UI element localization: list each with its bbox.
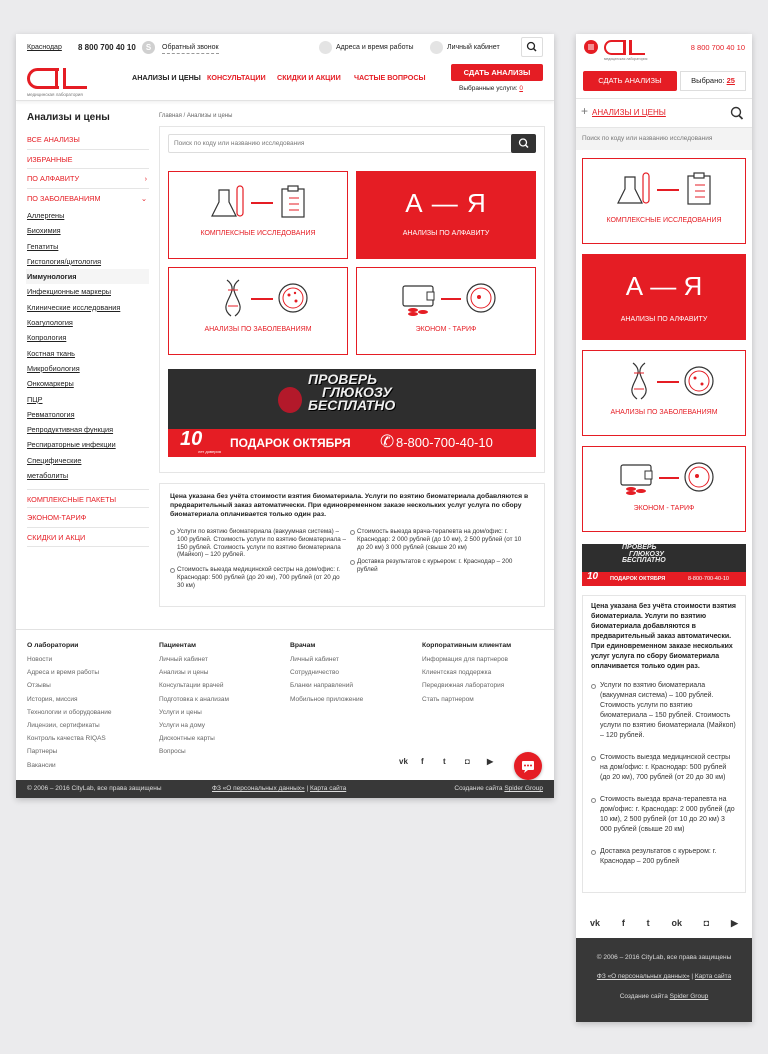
tile-caption: КОМПЛЕКСНЫЕ ИССЛЕДОВАНИЯ <box>606 217 722 224</box>
copyright: © 2006 – 2016 CityLab, все права защищены <box>596 954 732 961</box>
sidebar-title: Анализы и цены <box>27 112 110 123</box>
section-title: АНАЛИЗЫ И ЦЕНЫ <box>592 108 666 117</box>
footer-link[interactable]: Информация для партнеров <box>422 656 508 663</box>
footer-link[interactable]: Услуги на дому <box>159 721 206 729</box>
location-icon <box>319 41 332 54</box>
facebook-icon[interactable]: f <box>421 757 424 766</box>
tile-caption: ЭКОНОМ - ТАРИФ <box>633 505 695 512</box>
sidebar-item-diseases[interactable] <box>27 189 149 209</box>
info-bold: Цена указана без учёта стоимости взятия биоматериала. Услуги по взятию биоматериала добавляются в предварительный заказ автоматически. При единовременном заказе нескольких услуг услуга по сбору биоматериала оплачивается только один раз. <box>591 603 736 670</box>
social-links <box>399 757 501 766</box>
sidebar-subitem[interactable]: Коагулология <box>27 318 73 328</box>
dna-bacteria-icon <box>583 351 747 409</box>
sidebar-subitem[interactable]: Ревматология <box>27 409 75 419</box>
flask-clipboard-icon <box>169 172 349 230</box>
chevron-right-icon: › <box>144 174 147 183</box>
chat-button[interactable] <box>514 752 542 780</box>
separator: | <box>306 785 309 792</box>
copyright: © 2006 – 2016 CityLab, все права защищены <box>27 785 162 792</box>
sidebar <box>27 112 149 547</box>
footer-link[interactable]: Стать партнером <box>422 695 474 703</box>
facebook-icon[interactable]: f <box>621 918 625 928</box>
footer-link[interactable]: Контроль качества RIQAS <box>27 735 106 743</box>
nav-discounts[interactable]: СКИДКИ И АКЦИИ <box>277 73 341 82</box>
cabinet-link[interactable]: Личный кабинет <box>447 44 500 51</box>
drop-icon <box>278 387 302 413</box>
sidebar-subitem[interactable]: Онкомаркеры <box>27 379 74 389</box>
footer-link[interactable]: Вопросы <box>159 748 186 756</box>
banner-line1: ПРОВЕРЬ <box>622 544 657 551</box>
sidebar-subitem[interactable]: Репродуктивная функция <box>27 425 114 435</box>
sitemap-link[interactable]: Карта сайта <box>310 785 347 792</box>
sidebar-item-econom[interactable]: ЭКОНОМ-ТАРИФ <box>27 508 149 528</box>
sidebar-subitem[interactable]: Костная ткань <box>27 348 75 358</box>
footer-link[interactable]: Мобильное приложение <box>290 695 364 703</box>
footer-column-title: О лаборатории <box>27 642 79 649</box>
wallet-coins-icon <box>583 447 747 505</box>
footer-link[interactable]: История, миссия <box>27 695 78 703</box>
banner-line1: ПРОВЕРЬ <box>308 371 377 387</box>
law-link[interactable]: ФЗ «О персональных данных» <box>596 973 690 980</box>
nav-faq[interactable]: ЧАСТЫЕ ВОПРОСЫ <box>354 73 426 82</box>
footer-link[interactable]: Сотрудничество <box>290 669 339 677</box>
nav-consultations[interactable]: КОНСУЛЬТАЦИИ <box>207 73 266 82</box>
tile-diseases[interactable] <box>168 267 348 355</box>
instagram-icon[interactable]: ◘ <box>465 757 470 766</box>
studio-link[interactable]: Spider Group <box>504 785 543 792</box>
chat-icon <box>514 752 542 780</box>
footer-link[interactable]: Вакансии <box>27 761 56 769</box>
made-by <box>454 780 543 798</box>
tile-caption: АНАЛИЗЫ ПО АЛФАВИТУ <box>402 230 490 237</box>
info-item: Стоимость выезда врача-терапевта на дом/офис: г. Краснодар: 2 000 рублей (до 10 км), 2 500 рублей (от 10 до 20 км) 3 000 рублей (свыше 20 км) <box>591 795 737 835</box>
sidebar-subitem[interactable]: Биохимия <box>27 226 61 236</box>
main-content <box>159 113 545 607</box>
banner-line2: ГЛЮКОЗУ <box>322 384 392 400</box>
footer-link[interactable]: Технологии и оборудование <box>27 708 112 716</box>
tile-econom[interactable] <box>356 267 536 355</box>
footer <box>16 629 554 781</box>
sidebar-subitem[interactable]: Копрология <box>27 333 67 343</box>
city-select[interactable]: Краснодар <box>27 44 62 51</box>
info-left <box>170 528 346 597</box>
made-by <box>576 993 752 1000</box>
legal-links <box>212 780 346 798</box>
info-bold: Цена указана без учёта стоимости взятия биоматериала. Услуги по взятию биоматериала добавляются в предварительный заказ автоматически. При единовременном заказе нескольких услуг услуга по сбору биоматериала оплачивается только один раз. <box>170 493 529 518</box>
nav-analyses[interactable]: АНАЛИЗЫ И ЦЕНЫ <box>132 73 201 82</box>
footer-column <box>159 642 279 762</box>
sidebar-subitems <box>27 208 149 483</box>
search-input[interactable] <box>576 128 752 150</box>
selected-label: Выбранные услуги: <box>459 85 518 92</box>
banner-gift: ПОДАРОК ОКТЯБРЯ <box>230 436 351 450</box>
search-input[interactable] <box>168 134 536 153</box>
tile-complex[interactable] <box>582 158 746 244</box>
footer-link[interactable]: Бланки направлений <box>290 682 353 690</box>
sidebar-subitem[interactable]: Гепатиты <box>27 241 59 251</box>
plus-icon: + <box>581 104 589 118</box>
youtube-icon[interactable]: ▶ <box>487 757 494 766</box>
selected-services[interactable] <box>680 71 746 91</box>
sidebar-subitem[interactable]: Инфекционные маркеры <box>27 287 111 297</box>
copyright-bar <box>16 780 554 798</box>
menu-icon[interactable] <box>584 40 598 54</box>
top-bar <box>16 34 554 61</box>
law-link[interactable]: ФЗ «О персональных данных» <box>212 785 305 792</box>
footer-column-title: Пациентам <box>159 642 197 649</box>
callback-link[interactable]: Обратный звонок <box>162 42 219 54</box>
mobile-phone[interactable]: 8 800 700 40 10 <box>690 43 745 52</box>
banner-phone: 8-800-700-40-10 <box>396 435 493 450</box>
tile-diseases[interactable] <box>582 350 746 436</box>
logo-subtitle: медицинская лаборатория <box>604 57 648 61</box>
info-item: Услуги по взятию биоматериала (вакуумная система) – 100 рублей. Стоимость услуги по взятию биоматериала – 150 рублей. Стоимость услуги по взятию биоматериала (Майкоп) – 120 рублей. <box>170 528 346 559</box>
footer-link[interactable]: Отзывы <box>27 682 51 690</box>
separator: | <box>691 973 694 980</box>
footer-link[interactable]: Консультации врачей <box>159 682 224 690</box>
footer-column <box>27 642 147 775</box>
footer-link[interactable]: Лицензии, сертификаты <box>27 721 100 729</box>
banner-headline <box>308 373 395 412</box>
youtube-icon[interactable]: ▶ <box>731 918 738 928</box>
footer-link[interactable]: Клиентская поддержка <box>422 669 492 677</box>
sidebar-item-packages[interactable]: КОМПЛЕКСНЫЕ ПАКЕТЫ <box>27 489 149 509</box>
sidebar-subitem[interactable]: Аллергены <box>27 211 65 220</box>
footer-link[interactable]: Партнеры <box>27 748 58 756</box>
addresses-link[interactable]: Адреса и время работы <box>336 44 414 51</box>
banner-phone: 8-800-700-40-10 <box>688 576 729 582</box>
banner-line2: ГЛЮКОЗУ <box>629 550 664 558</box>
tile-big-text: А — Я <box>625 271 703 301</box>
legal-links <box>576 973 752 980</box>
catalog-panel <box>159 126 545 473</box>
footer-column-title: Врачам <box>290 642 316 649</box>
selected-count: 0 <box>519 85 523 92</box>
info-right <box>350 528 526 581</box>
info-item: Доставка результатов с курьером: г. Краснодар – 200 рублей <box>591 847 737 867</box>
logo[interactable] <box>604 40 656 62</box>
sidebar-subitem[interactable]: Специфические метаболиты <box>27 455 82 480</box>
breadcrumb[interactable]: Главная / Анализы и цены <box>159 113 233 119</box>
tile-caption: АНАЛИЗЫ ПО ЗАБОЛЕВАНИЯМ <box>610 409 718 416</box>
tile-alphabet[interactable] <box>356 171 536 259</box>
banner-headline <box>622 545 666 565</box>
tile-caption: ЭКОНОМ - ТАРИФ <box>415 326 477 333</box>
tile-complex[interactable] <box>168 171 348 259</box>
copyright-bar <box>576 938 752 1022</box>
sitemap-link[interactable]: Карта сайта <box>694 973 732 980</box>
made-by-label: Создание сайта <box>619 993 668 1000</box>
vk-icon[interactable]: vk <box>399 757 408 766</box>
logo[interactable] <box>27 68 99 100</box>
footer-link[interactable]: Новости <box>27 656 53 663</box>
dna-bacteria-icon <box>169 268 349 326</box>
sidebar-item-sales[interactable]: СКИДКИ И АКЦИ <box>27 528 149 548</box>
odnoklassniki-icon[interactable]: ok <box>671 918 682 928</box>
footer-link[interactable]: Подготовка к анализам <box>159 695 229 703</box>
badge-number: 10 <box>180 428 203 450</box>
selected-label: Выбрано: <box>691 76 725 85</box>
sidebar-subitem[interactable]: Гистология/цитология <box>27 256 102 266</box>
footer-link[interactable]: Личный кабинет <box>159 656 208 663</box>
desktop-page <box>16 34 554 798</box>
sidebar-item-label: ПО АЛФАВИТУ <box>27 174 80 183</box>
search-icon <box>522 38 542 56</box>
vk-icon[interactable]: vk <box>590 918 601 928</box>
info-item: Стоимость выезда медицинской сестры на дом/офис: г. Краснодар: 500 рублей (до 20 км), 700 рублей (от 20 до 30 км) <box>591 753 737 783</box>
info-item: Стоимость выезда медицинской сестры на дом/офис: г. Краснодар: 500 рублей (до 20 км), 700 рублей (от 20 до 30 км) <box>170 566 346 589</box>
search-placeholder: Поиск по коду или названию исследования <box>174 140 305 147</box>
footer-column <box>290 642 410 709</box>
info-item: Услуги по взятию биоматериала (вакуумная система) – 100 рублей. Стоимость услуги по взятию биоматериала – 150 рублей. Стоимость услуги по взятию биоматериала (Майкоп) – 120 рублей. <box>591 681 737 741</box>
search-icon <box>511 134 536 153</box>
search-button[interactable] <box>521 37 543 57</box>
search-submit-button[interactable] <box>511 134 536 153</box>
footer-link[interactable]: Передвижная лаборатория <box>422 682 505 690</box>
submit-analyses-button[interactable]: СДАТЬ АНАЛИЗЫ <box>451 64 543 81</box>
tile-alphabet[interactable] <box>582 254 746 340</box>
skype-icon: S <box>142 41 155 54</box>
tile-big-text: А — Я <box>405 188 487 218</box>
flask-clipboard-icon <box>583 159 747 217</box>
search-placeholder: Поиск по коду или названию исследования <box>582 135 713 142</box>
info-item: Стоимость выезда врача-терапевта на дом/офис: г. Краснодар: 2 000 рублей (до 10 км), 2 500 рублей (от 10 до 20 км) 3 000 рублей (свыше 20 км) <box>350 528 526 551</box>
banner-line3: БЕСПЛАТНО <box>622 557 666 565</box>
footer-link[interactable]: Услуги и цены <box>159 708 202 716</box>
chevron-down-icon: ⌄ <box>140 193 147 203</box>
sidebar-subitem[interactable]: Иммунология <box>26 269 149 284</box>
user-icon <box>430 41 443 54</box>
section-bar[interactable] <box>576 98 752 128</box>
selected-services[interactable] <box>459 85 523 92</box>
logo-subtitle: медицинская лаборатория <box>27 92 83 97</box>
mobile-page <box>576 34 752 1022</box>
footer-link[interactable]: Анализы и цены <box>159 669 209 677</box>
twitter-icon[interactable]: t <box>443 757 446 766</box>
sidebar-subitem[interactable]: Клинические исследования <box>27 302 121 312</box>
tile-econom[interactable] <box>582 446 746 532</box>
instagram-icon[interactable]: ◘ <box>703 918 710 928</box>
tile-caption: АНАЛИЗЫ ПО АЛФАВИТУ <box>620 316 708 323</box>
price-info <box>582 595 746 893</box>
banner-gift: ПОДАРОК ОКТЯБРЯ <box>610 576 666 582</box>
search-icon[interactable] <box>728 105 746 123</box>
price-info <box>159 483 545 607</box>
sidebar-subitem[interactable]: Респираторные инфекции <box>27 440 116 450</box>
twitter-icon[interactable]: t <box>646 918 650 928</box>
footer-link[interactable]: Личный кабинет <box>290 656 339 663</box>
promo-banner[interactable] <box>168 369 536 457</box>
banner-line3: БЕСПЛАТНО <box>308 397 396 413</box>
made-by-label: Создание сайта <box>454 785 503 792</box>
selected-count: 25 <box>726 76 735 85</box>
badge-number: 10 <box>587 571 599 582</box>
phone-number[interactable]: 8 800 700 40 10 <box>78 43 136 52</box>
sidebar-item-label: ПО ЗАБОЛЕВАНИЯМ <box>27 193 101 203</box>
studio-link[interactable]: Spider Group <box>669 993 709 1000</box>
sidebar-subitem[interactable]: Микробиология <box>27 363 80 373</box>
sidebar-item-alphabet[interactable] <box>27 169 149 189</box>
wallet-coins-icon <box>357 268 537 326</box>
footer-column-title: Корпоративным клиентам <box>422 642 512 649</box>
footer-column <box>422 642 542 709</box>
footer-link[interactable]: Дисконтные карты <box>159 735 215 743</box>
submit-analyses-button[interactable]: СДАТЬ АНАЛИЗЫ <box>583 71 677 91</box>
badge-sub: лет доверия <box>198 449 221 454</box>
promo-banner[interactable] <box>582 544 746 586</box>
tile-caption: АНАЛИЗЫ ПО ЗАБОЛЕВАНИЯМ <box>204 326 312 333</box>
footer-link[interactable]: Адреса и время работы <box>27 669 100 677</box>
tile-caption: КОМПЛЕКСНЫЕ ИССЛЕДОВАНИЯ <box>200 230 316 237</box>
header <box>16 61 554 101</box>
sidebar-subitem[interactable]: ПЦР <box>27 394 43 404</box>
info-item: Доставка результатов с курьером: г. Краснодар – 200 рублей <box>350 558 526 574</box>
sidebar-item-all[interactable]: ВСЕ АНАЛИЗЫ <box>27 130 149 150</box>
phone-icon: ✆ <box>380 432 395 451</box>
sidebar-item-favorites[interactable]: ИЗБРАННЫЕ <box>27 150 149 170</box>
social-links <box>590 918 738 929</box>
